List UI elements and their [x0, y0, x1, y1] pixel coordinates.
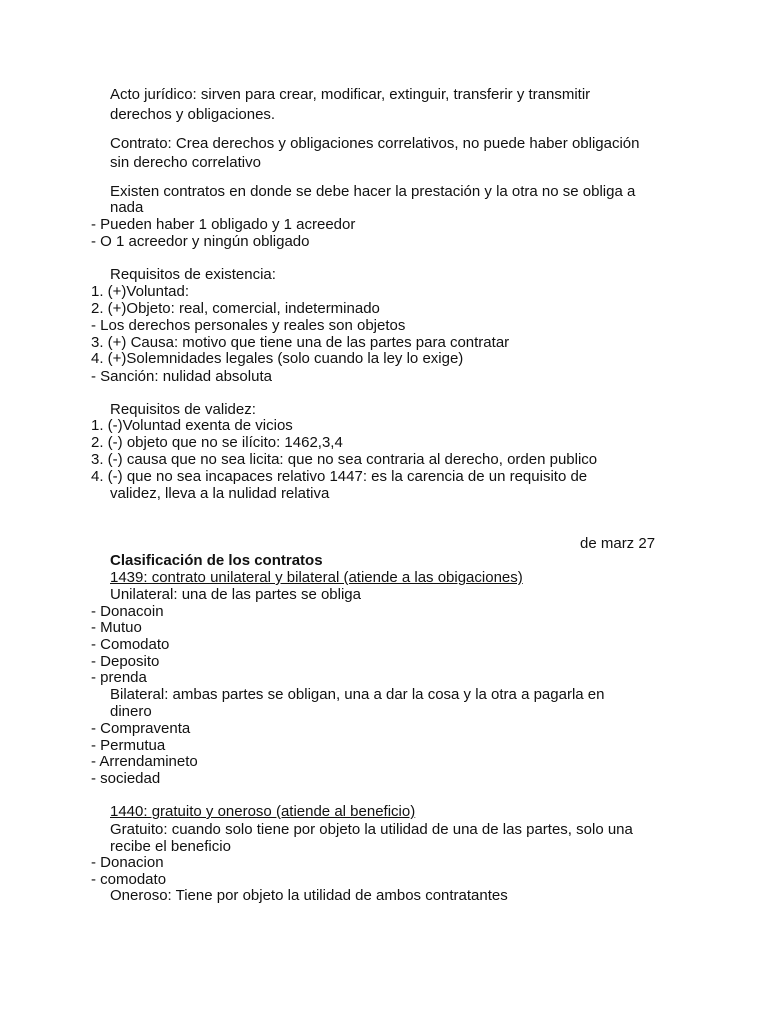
text-line: Contrato: Crea derechos y obligaciones correlativos, no puede haber obligación [110, 135, 640, 152]
text-line: Oneroso: Tiene por objeto la utilidad de ambos contratantes [110, 887, 508, 904]
list-item: - Sanción: nulidad absoluta [91, 368, 272, 385]
list-item: 1. (+)Voluntad: [91, 283, 189, 300]
article-heading: 1440: gratuito y oneroso (atiende al beneficio) [110, 803, 416, 820]
list-item: 4. (-) que no sea incapaces relativo 1447: es la carencia de un requisito de [91, 468, 588, 485]
list-item: - Donacion [91, 854, 164, 871]
list-item: - comodato [91, 871, 167, 888]
list-item: 2. (-) objeto que no se ilícito: 1462,3,4 [91, 434, 343, 451]
text-line: Gratuito: cuando solo tiene por objeto la utilidad de una de las partes, solo una [110, 821, 633, 838]
list-item: 3. (-) causa que no sea licita: que no sea contraria al derecho, orden publico [91, 451, 598, 468]
text-line: dinero [110, 703, 152, 720]
list-item: - Donacoin [91, 603, 164, 620]
text-line: Acto jurídico: sirven para crear, modificar, extinguir, transferir y transmitir [110, 86, 591, 103]
list-item: - sociedad [91, 770, 161, 787]
date-label: de marz 27 [580, 535, 656, 552]
list-item: - Permutua [91, 737, 166, 754]
list-item: - Pueden haber 1 obligado y 1 acreedor [91, 216, 356, 233]
list-item: 3. (+) Causa: motivo que tiene una de las partes para contratar [91, 334, 510, 351]
text-line: derechos y obligaciones. [110, 106, 276, 123]
list-item: 4. (+)Solemnidades legales (solo cuando la ley lo exige) [91, 350, 464, 367]
section-heading: Requisitos de existencia: [110, 266, 276, 283]
list-item: - Compraventa [91, 720, 191, 737]
text-line: recibe el beneficio [110, 838, 231, 855]
list-item: - Comodato [91, 636, 170, 653]
text-line: nada [110, 199, 144, 216]
list-item: 2. (+)Objeto: real, comercial, indeterminado [91, 300, 380, 317]
list-item: - prenda [91, 669, 147, 686]
text-line: sin derecho correlativo [110, 154, 261, 171]
text-line: Unilateral: una de las partes se obliga [110, 586, 361, 603]
article-heading: 1439: contrato unilateral y bilateral (atiende a las obigaciones) [110, 569, 523, 586]
text-line: validez, lleva a la nulidad relativa [110, 485, 330, 502]
section-title: Clasificación de los contratos [110, 552, 323, 569]
text-line: Existen contratos en donde se debe hacer la prestación y la otra no se obliga a [110, 183, 636, 200]
list-item: - Los derechos personales y reales son objetos [91, 317, 406, 334]
list-item: - Arrendamineto [91, 753, 198, 770]
list-item: - Deposito [91, 653, 160, 670]
list-item: 1. (-)Voluntad exenta de vicios [91, 417, 293, 434]
list-item: - Mutuo [91, 619, 142, 636]
text-line: Bilateral: ambas partes se obligan, una a dar la cosa y la otra a pagarla en [110, 686, 605, 703]
list-item: - O 1 acreedor y ningún obligado [91, 233, 310, 250]
section-heading: Requisitos de validez: [110, 401, 256, 418]
